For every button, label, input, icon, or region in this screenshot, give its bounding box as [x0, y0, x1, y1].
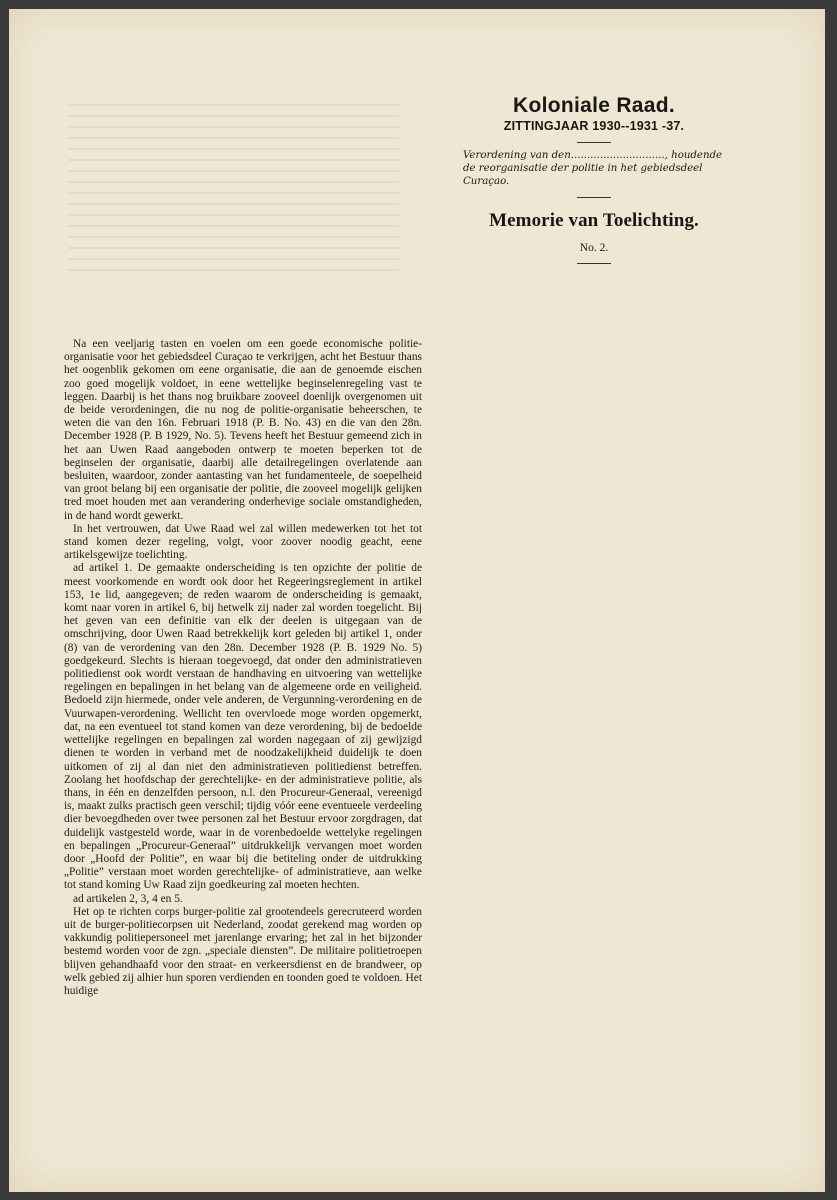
divider [577, 142, 611, 143]
memo-title: Memorie van Toelichting. [489, 210, 699, 232]
document-number: No. 2. [579, 242, 609, 255]
paragraph: ad artikelen 2, 3, 4 en 5. [73, 892, 183, 905]
bleed-through-text [69, 104, 399, 274]
divider [577, 263, 611, 264]
ordinance-subject: Verordening van den............................., houdende de reorganisatie der politie in het gebiedsdeel Curaçao. [463, 150, 723, 187]
paragraph: Na een veeljarig tasten en voelen om een goede economische politie-organisatie voor het gebiedsdeel Curaçao te verkrijgen, acht het Bestuur thans het oogenblik gekomen om eene organisatie, die aan de genoemde eischen zoo goed mogelijk voldoet, in eene wettelijke beginselenregeling vast te leggen. Daarbij is het thans nog bruikbare zooveel doenlijk overgenomen uit de beide verordeningen, die nu nog de politie-organisatie beheerschen, te weten die van den 16n. Februari 1918 (P. B. No. 43) en die van den 28n. December 1928 (P. B 1929, No. 5). Tevens heeft het Bestuur gemeend zich in het aan Uwen Raad aangeboden ontwerp te moeten beperken tot de beginselen der organisatie, daarbij alle detailregelingen overlatende aan besluiten, waardoor, zonder aantasting van het fundamenteele, de soepelheid van groot belang bij een organisatie der politie, die zooveel mogelijk gelijken tred moet houden met aan verandering onderhevige sociale omstandigheden, in de hand wordt gewerkt. [64, 338, 422, 522]
document-page [9, 9, 825, 1192]
document-header [449, 94, 739, 271]
paragraph: In het vertrouwen, dat Uwe Raad wel zal willen medewerken tot het tot stand komen dezer regeling, volgt, voor zoover noodig geacht, eene artikelsgewijze toelichting. [64, 522, 422, 562]
paragraph: Het op te richten corps burger-politie zal grootendeels gerecruteerd worden uit de burger-politiecorpsen uit Nederland, zoodat gerekend mag worden op vakkundig politiepersoneel met jarenlange ervaring; het zal in het bijzonder bestemd worden voor de zgn. „speciale diensten”. De militaire politietroepen blijven gehandhaafd voor den straat- en verkeersdienst en de brandweer, op welk gebied zij alhier hun sporen verdienden en toonden goed te voldoen. Het huidige [64, 905, 422, 997]
divider [577, 197, 611, 198]
paragraph: ad artikel 1. De gemaakte onderscheiding is ten opzichte der politie de meest voorkomende en wordt ook door het Regeeringsreglement in artikel 153, 1e lid, aangegeven; de reden waarom de onderscheiding is gemaakt, komt naar voren in artikel 6, bij hetwelk zij nader zal worden toegelicht. Bij het geven van een definitie van elk der deelen is uitgegaan van de omschrijving, door Uwen Raad betrekkelijk kort geleden bij artikel 1, onder (8) van de verordening van den 28n. December 1928 (P. B. 1929 No. 5) goedgekeurd. Slechts is hieraan toegevoegd, dat onder den administratieven politiedienst ook wordt verstaan de handhaving en uitvoering van wettelijke regelingen en bepalingen in het belang van de algemeene orde en veiligheid. Bedoeld zijn hiermede, onder vele anderen, de Vergunning-verordening en de Vuurwapen-verordening. Wellicht ten overvloede moge worden opgemerkt, dat, na een eventueel tot stand komen van deze verordening, bij de bedoelde wettelijke regelingen en bepalingen zal worden nagegaan of zij gewijzigd dienen te worden in verband met de noodzakelijkheid duidelijk te doen uitkomen of zij al dan niet den administratieven politiedienst betreffen. Zoolang het hoofdschap der gerechtelijke- en der administratieve politie, als thans, in één en denzelfden persoon, n.l. den Procureur-Generaal, vereenigd is, maakt zulks practisch geen verschil; tijdig vóór eene eventueele verdeeling dier bevoegdheden over twee personen zal het Bestuur ervoor zorgdragen, dat duidelijk vastgesteld worde, waar in de vorenbedoelde wettelyke regelingen en bepalingen „Procureur-Generaal” uitdrukkelijk vervangen moet worden door „Hoofd der Politie”, en waar bij die betiteling onder de uitdrukking „Politie” verstaan moet worden gerechtelijke- of administratieve, aan welke tot stand koming Uw Raad zijn goedkeuring zal moeten hechten. [64, 562, 422, 892]
session-year: ZITTINGJAAR 1930--1931 -37. [503, 119, 685, 133]
document-title: Koloniale Raad. [512, 94, 676, 117]
body-text [64, 338, 422, 998]
